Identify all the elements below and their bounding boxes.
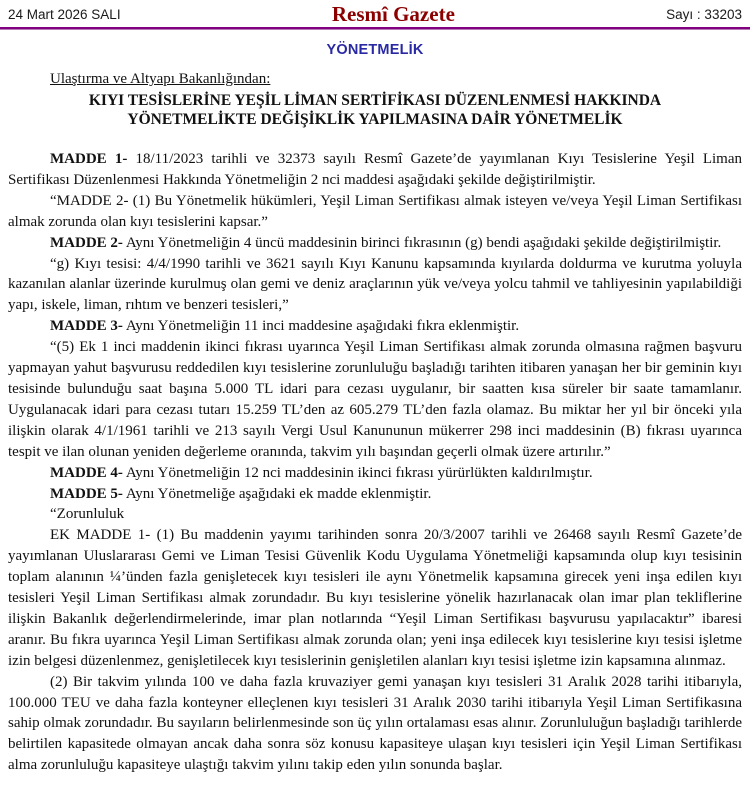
paragraph: “MADDE 2- (1) Bu Yönetmelik hükümleri, Yeşil Liman Sertifikası almak isteyen ve/veya Yeşil Liman Sertifikası almak zorunda olan kıyı tesislerini kapsar.”: [8, 192, 742, 230]
section-heading: YÖNETMELİK: [326, 42, 424, 58]
paragraph-lead: MADDE 4-: [50, 464, 123, 481]
document-body: [8, 149, 742, 776]
paragraph-lead: MADDE 1-: [50, 151, 128, 167]
paragraph-lead: MADDE 2-: [50, 234, 123, 251]
paragraph: MADDE 3- Aynı Yönetmeliğin 11 inci maddesine aşağıdaki fıkra eklenmiştir.: [50, 318, 520, 335]
gazette-issue: Sayı : 33203: [666, 6, 742, 22]
paragraph-lead: MADDE 3-: [50, 318, 123, 335]
header-rule: [0, 27, 750, 30]
paragraph: MADDE 4- Aynı Yönetmeliğin 12 nci maddesinin ikinci fıkrası yürürlükten kaldırılmıştır.: [50, 464, 593, 481]
regulation-title-line2: YÖNETMELİKTE DEĞİŞİKLİK YAPILMASINA DAİR YÖNETMELİK: [127, 111, 623, 128]
paragraph: “Zorunluluk: [50, 506, 125, 523]
regulation-title: [0, 91, 750, 129]
paragraph: EK MADDE 1- (1) Bu maddenin yayımı tarihinden sonra 20/3/2007 tarihli ve 26468 sayılı Resmî Gazete’de yayımlanan Uluslararası Gemi ve Liman Tesisi Güvenlik Kodu Uygulama Yönetmeliği kapsamında olup kıyı tesisinin toplam alanının ¼’ünden fazla genişletecek kıyı tesisleri ile aynı Yönetmelik kapsamına girecek yeni inşa edilen kıyı tesisleri Yeşil Liman Sertifikası almak zorundadır. Bu kıyı tesislerine yönelik hazırlanacak olan imar plan tekliflerine ilişkin Bakanlık değerlendirmelerinde, imar plan notlarında “Yeşil Liman Sertifikası başvurusu yapılacaktır” ibaresi aranır. Bu fıkra uyarınca Yeşil Liman Sertifikası almak zorunda olan; yeni inşa edilecek kıyı tesislerine kıyı tesisi işletme izin belgesi düzenlenmez, genişletilecek kıyı tesislerinin genişletilen alanları kıyı tesisi işletme izin kapsamına alınmaz.: [8, 527, 742, 669]
paragraph: “(5) Ek 1 inci maddenin ikinci fıkrası uyarınca Yeşil Liman Sertifikası almak zorunda olmasına rağmen başvuru yapmayan yahut başvurusu reddedilen kıyı tesislerine zorunluluğu başladığı tarihten itibaren yanaşan her bir geminin kıyı tesisinde bulunduğu saat başına 5.000 TL idari para cezası uygulanır, bir saatten kısa süreler bir saate tamamlanır. Uygulanacak idari para cezası tutarı 15.259 TL’den az 605.279 TL’den fazla olamaz. Bu miktar her yıl bir önceki yıla ilişkin olarak 4/1/1961 tarihli ve 213 sayılı Vergi Usul Kanununun mükerrer 298 inci maddesinin (B) fıkrası uyarınca tespit ve ilan olunan yeniden değerleme oranında, takvim yılı başından geçerli olmak üzere artırılır.”: [8, 339, 742, 460]
gazette-date: 24 Mart 2026 SALI: [8, 6, 121, 22]
ministry-line: Ulaştırma ve Altyapı Bakanlığından:: [50, 71, 271, 87]
paragraph: MADDE 1- 18/11/2023 tarihli ve 32373 sayılı Resmî Gazete’de yayımlanan Kıyı Tesislerine Yeşil Liman Sertifikası Düzenlenmesi Hakkında Yönetmeliğin 2 nci maddesi aşağıdaki şekilde değiştirilmiştir.: [8, 151, 742, 188]
paragraph: “g) Kıyı tesisi: 4/4/1990 tarihli ve 3621 sayılı Kıyı Kanunu kapsamında kıyılarda doldurma ve kurutma yoluyla kazanılan alanlar üzerinde kurulmuş olan gemi ve deniz araçlarının yük ve/veya yolcu tahmil ve tahliyesinin yapılabildiği yapı, iskele, liman, rıhtım ve benzeri tesisleri,”: [8, 255, 742, 314]
gazette-title: Resmî Gazete: [331, 1, 455, 26]
regulation-title-line1: KIYI TESİSLERİNE YEŞİL LİMAN SERTİFİKASI DÜZENLENMESİ HAKKINDA: [88, 92, 662, 109]
paragraph: MADDE 2- Aynı Yönetmeliğin 4 üncü maddesinin birinci fıkrasının (g) bendi aşağıdaki şekilde değiştirilmiştir.: [50, 234, 722, 251]
paragraph-lead: MADDE 5-: [50, 485, 123, 502]
paragraph: (2) Bir takvim yılında 100 ve daha fazla kruvaziyer gemi yanaşan kıyı tesisleri 31 Aralık 2028 tarihi itibarıyla, 100.000 TEU ve daha fazla konteyner elleçlenen kıyı tesisleri 31 Aralık 2030 tarihi itibarıyla Yeşil Liman Sertifikasına sahip olmak zorundadır. Bu sayıların belirlenmesinde son üç yılın ortalaması esas alınır. Zorunluluğun başladığı tarihlerde belirtilen kapasitede olmayan ancak daha sonra söz konusu kapasiteye ulaşan kıyı tesisleri için Yeşil Liman Sertifikası alma zorunluluğu kapasiteye ulaştığı takvim yılını takip eden yılın sonunda başlar.: [8, 673, 742, 774]
paragraph: MADDE 5- Aynı Yönetmeliğe aşağıdaki ek madde eklenmiştir.: [50, 485, 432, 502]
gazette-masthead: [0, 0, 750, 27]
